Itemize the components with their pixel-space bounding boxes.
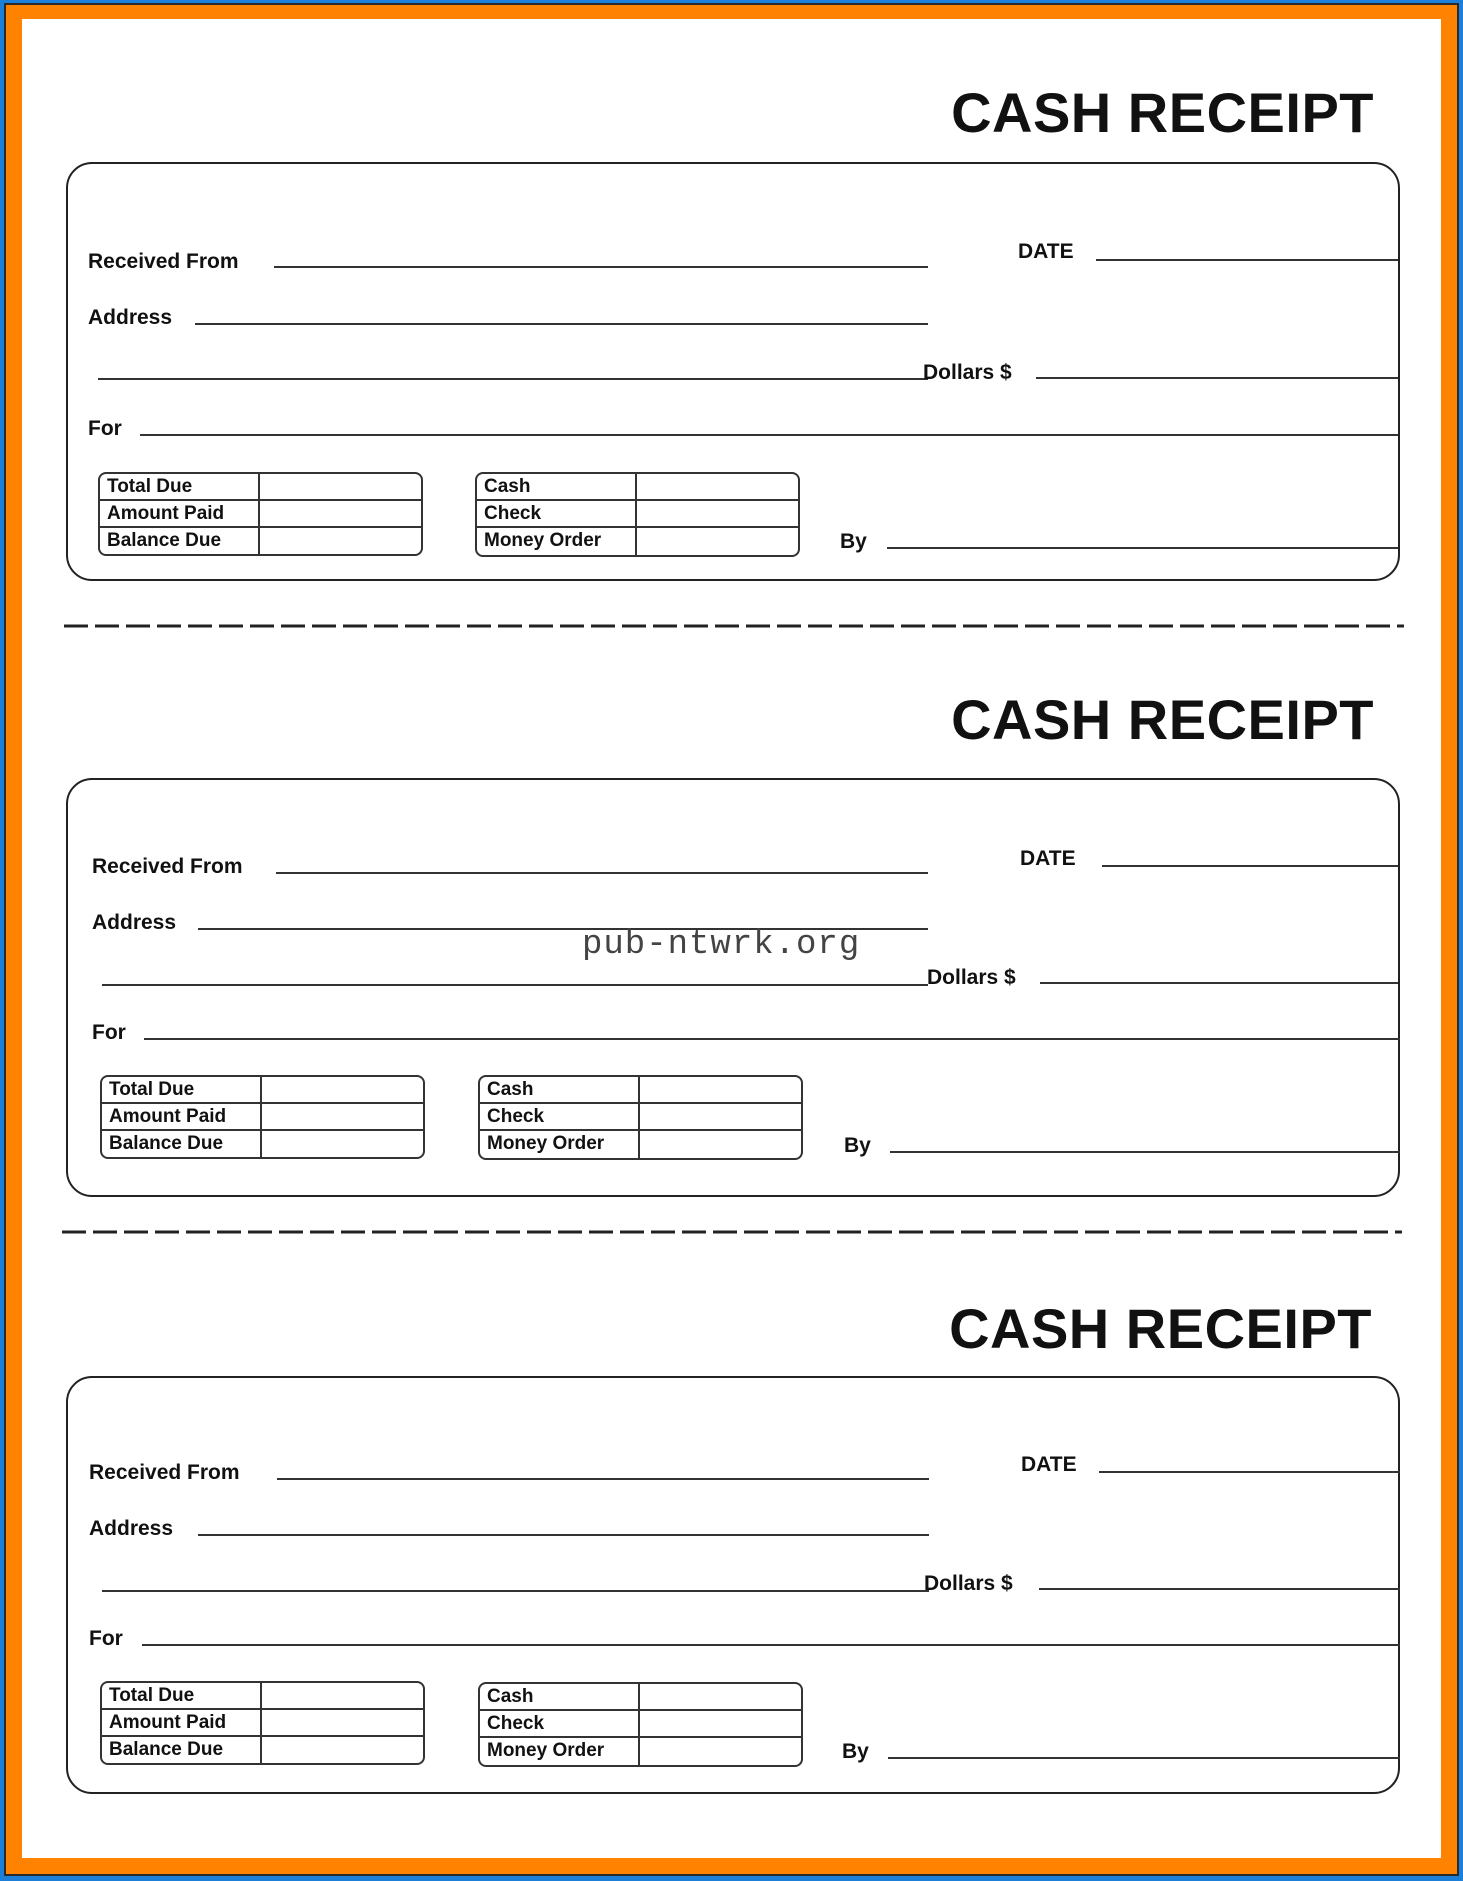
address-field[interactable] [198,1534,929,1536]
date-field[interactable] [1096,259,1398,261]
cash-field[interactable] [640,1077,801,1102]
dollars-field[interactable] [1039,1588,1400,1590]
cut-line [62,1229,1402,1235]
cash-label: Cash [477,474,637,499]
totals-table [100,1075,425,1159]
payment-method-table [475,472,800,557]
balance-due-label: Balance Due [102,1131,262,1158]
totals-row-total-due [102,1683,423,1710]
address-line-2-field[interactable] [102,1590,929,1592]
check-field[interactable] [640,1104,801,1129]
balance-due-label: Balance Due [102,1737,262,1764]
dollars-field[interactable] [1040,982,1398,984]
receipt-3 [22,1237,1441,1763]
balance-due-field[interactable] [260,528,421,555]
amount-paid-label: Amount Paid [102,1710,262,1735]
for-label: For [92,1021,126,1044]
total-due-label: Total Due [100,474,260,499]
money-order-field[interactable] [637,528,798,555]
received-from-label: Received From [88,250,239,273]
money-order-label: Money Order [480,1131,640,1158]
payment-row-check [477,501,798,528]
watermark: pub-ntwrk.org [582,926,861,964]
date-field[interactable] [1099,1471,1400,1473]
totals-row-balance-due [100,528,421,555]
receipt-page [22,19,1441,1858]
by-field[interactable] [890,1151,1400,1153]
by-label: By [840,530,867,553]
amount-paid-label: Amount Paid [100,501,260,526]
payment-row-cash [477,474,798,501]
dollars-label: Dollars $ [927,966,1016,989]
cash-label: Cash [480,1684,640,1709]
payment-method-table [478,1682,803,1767]
payment-method-table [478,1075,803,1160]
for-field[interactable] [142,1644,1400,1646]
by-field[interactable] [887,547,1398,549]
totals-table [98,472,423,556]
received-from-label: Received From [89,1461,240,1484]
check-label: Check [477,501,637,526]
total-due-field[interactable] [260,474,421,499]
check-label: Check [480,1104,640,1129]
totals-row-amount-paid [100,501,421,528]
cash-label: Cash [480,1077,640,1102]
cash-field[interactable] [637,474,798,499]
by-field[interactable] [888,1757,1400,1759]
balance-due-label: Balance Due [100,528,260,555]
dollars-label: Dollars $ [924,1572,1013,1595]
check-label: Check [480,1711,640,1736]
cash-field[interactable] [640,1684,801,1709]
amount-paid-field[interactable] [262,1104,423,1129]
receipt-1 [22,19,1441,553]
amount-paid-field[interactable] [262,1710,423,1735]
money-order-label: Money Order [477,528,637,555]
total-due-label: Total Due [102,1077,262,1102]
received-from-field[interactable] [274,266,928,268]
dollars-label: Dollars $ [923,361,1012,384]
amount-paid-label: Amount Paid [102,1104,262,1129]
check-field[interactable] [640,1711,801,1736]
date-label: DATE [1021,1453,1077,1476]
cut-line [64,623,1404,629]
totals-row-total-due [100,474,421,501]
address-label: Address [92,911,177,934]
address-field[interactable] [195,323,928,325]
totals-row-amount-paid [102,1710,423,1737]
date-label: DATE [1020,847,1076,870]
totals-row-amount-paid [102,1104,423,1131]
payment-row-cash [480,1684,801,1711]
payment-row-check [480,1711,801,1738]
address-label: Address [88,306,173,329]
money-order-field[interactable] [640,1738,801,1765]
totals-row-balance-due [102,1737,423,1764]
payment-row-money-order [480,1738,801,1765]
date-label: DATE [1018,240,1074,263]
receipt-title: CASH RECEIPT [951,688,1374,751]
payment-row-check [480,1104,801,1131]
dollars-field[interactable] [1036,377,1398,379]
received-from-label: Received From [92,855,243,878]
payment-row-money-order [480,1131,801,1158]
for-field[interactable] [140,434,1398,436]
totals-row-total-due [102,1077,423,1104]
for-label: For [89,1627,123,1650]
balance-due-field[interactable] [262,1737,423,1764]
receipt-2 [22,632,1441,1157]
total-due-field[interactable] [262,1683,423,1708]
total-due-label: Total Due [102,1683,262,1708]
check-field[interactable] [637,501,798,526]
received-from-field[interactable] [277,1478,929,1480]
payment-row-cash [480,1077,801,1104]
for-field[interactable] [144,1038,1400,1040]
by-label: By [844,1134,871,1157]
payment-row-money-order [477,528,798,555]
balance-due-field[interactable] [262,1131,423,1158]
received-from-field[interactable] [276,872,928,874]
receipt-title: CASH RECEIPT [949,1297,1372,1360]
total-due-field[interactable] [262,1077,423,1102]
date-field[interactable] [1102,865,1398,867]
totals-table [100,1681,425,1765]
address-line-2-field[interactable] [98,378,928,380]
address-line-2-field[interactable] [102,984,928,986]
money-order-label: Money Order [480,1738,640,1765]
for-label: For [88,417,122,440]
amount-paid-field[interactable] [260,501,421,526]
totals-row-balance-due [102,1131,423,1158]
receipt-title: CASH RECEIPT [951,81,1374,144]
by-label: By [842,1740,869,1763]
address-label: Address [89,1517,174,1540]
money-order-field[interactable] [640,1131,801,1158]
